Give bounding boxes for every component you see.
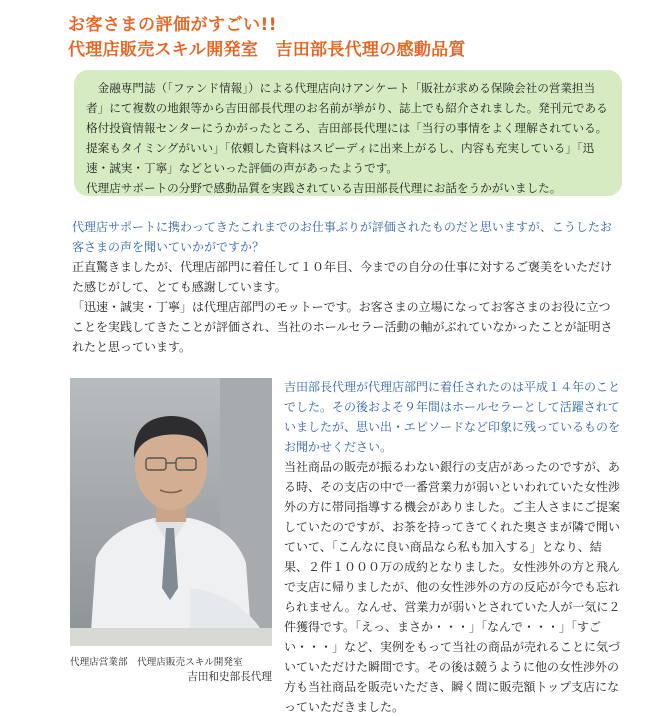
question-2: 吉田部長代理が代理店部門に着任されたのは平成１４年のことでした。その後およそ９年間はホールセラーとして活躍されていましたが、思い出・エピソードなど印象に残っているものをお聞かせください。 [284,380,621,454]
headline-praise: お客さまの評価がすごい!! [68,15,278,35]
headline-title: 代理店販売スキル開発室 吉田部長代理の感動品質 [68,40,466,60]
answer-1a: 正直驚きましたが、代理店部門に着任して１０年目、今までの自分の仕事に対するご褒美をいただけた感じがして、とても感謝しています。 [72,260,613,294]
answer-2: 当社商品の販売が振るわない銀行の支店があったのですが、ある時、その支店の中で一番営業力が弱いといわれていた女性渉外の方に帯同指導する機会がありました。ご主人さまにご提案していたのですが、お茶を持ってきてくれた奥さまが隣で聞いていて、「こんなに良い商品なら私も加入する」となり、結果、２件１０００万の成約となりました。女性渉外の方と飛んで支店に帰りましたが、他の女性渉外の方の反応が今でも忘れられません。なんせ、営業力が弱いとされていた人が一気に２件獲得です。「えっ、まさか・・・」「なんで・・・」「すごい・・・」など、実例をもって当社の商品が売れることに気づいていただけた瞬間です。その後は競うように他の女性渉外の方も当社商品を販売いただき、瞬く間に販売額トップ支店になっていただきました。 [284,460,621,714]
question-1: 代理店サポートに携わってきたこれまでのお仕事ぶりが評価されたものだと思いますが、こうしたお客さまの声を聞いていかがですか？ [72,220,612,254]
interview-section-2 [284,377,622,717]
photo-caption-name: 吉田和史部長代理 [187,671,272,683]
portrait-illustration [70,378,272,646]
intro-lead: 代理店サポートの分野で感動品質を実践されている吉田部長代理にお話をうかがいました。 [86,181,562,195]
portrait-photo [70,378,272,646]
interview-section-1 [72,217,620,357]
photo-caption-dept: 代理店営業部 代理店販売スキル開発室 [70,657,243,668]
answer-1b: 「迅速・誠実・丁寧」は代理店部門のモットーです。お客さまの立場になってお客さまのお役に立つことを実践してきたことが評価され、当社のホールセラー活動の軸がぶれていなかったことが証明されたと思っています。 [72,300,613,354]
intro-box [74,70,622,196]
intro-paragraph: 金融専門誌（「ファンド情報」）による代理店向けアンケート「販社が求める保険会社の営業担当者」にて複数の地銀等から吉田部長代理のお名前が挙がり、誌上でも紹介されました。発刊元である格付投資情報センターにうかがったところ、吉田部長代理には「当行の事情をよく理解されている。提案もタイミングがいい」「依頼した資料はスピーディに出来上がるし、内容も充実している」「迅速・誠実・丁寧」などといった評価の声があったようです。 [86,81,608,175]
